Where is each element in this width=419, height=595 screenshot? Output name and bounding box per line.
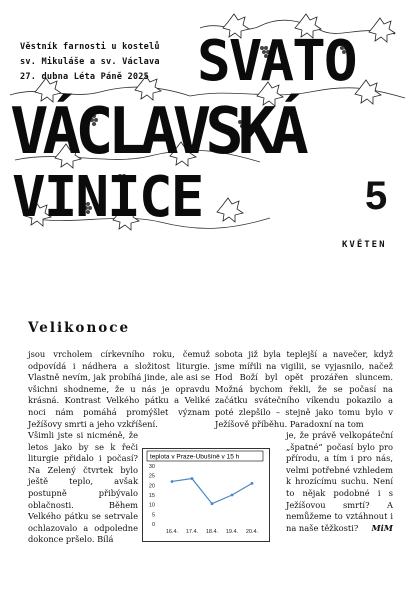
masthead-title-line-2: VÁCLAVSKÁ: [10, 95, 303, 169]
temperature-chart: [142, 448, 270, 542]
x-tick-label: 20.4.: [245, 529, 259, 535]
chart-frame: [143, 449, 270, 542]
article-paragraph: [286, 430, 393, 534]
issue-month: KVĚTEN: [342, 240, 387, 250]
y-tick-label: 30: [148, 464, 155, 470]
data-point: [231, 494, 234, 497]
y-tick-label: 15: [148, 493, 155, 499]
author-signature: MiM: [371, 522, 393, 533]
issue-number: 5: [365, 174, 388, 218]
masthead-title-line-3: VINICE: [12, 165, 203, 230]
masthead-line-churches: sv. Mikuláše a sv. Václava: [20, 57, 160, 67]
article-left-column-wrap: [28, 430, 138, 546]
x-tick-label: 19.4.: [225, 529, 239, 535]
data-point: [211, 502, 214, 505]
article-paragraph: Všimli jste si nicméně, že letos jako by se k řeči liturgie přidalo i počasí? Na Zelený čtvrtek bylo ještě teplo, avšak postupně přibývalo oblačnosti. Během Velkého pátku se setrvale ochlazovalo a odpoledne dokonce pršelo. Bílá: [28, 430, 138, 545]
masthead-title-line-1: SVATO: [197, 29, 356, 94]
masthead-line-date: 27. dubna Léta Páně 2025: [20, 72, 149, 82]
x-tick-label: 18.4.: [205, 529, 219, 535]
x-tick-label: 16.4.: [165, 529, 179, 535]
article-right-column-top: [215, 349, 393, 430]
y-tick-label: 20: [148, 483, 155, 490]
article-text: je, že právě velkopáteční „špatné“ počasí bylo pro přírodu, a tím i pro nás, velmi potřebné vzhledem k hrozícímu suchu. Není to nějak podobné i s Ježíšovou smrtí? A nemůžeme to vztáhnout i na naše těžkosti?: [286, 430, 393, 533]
y-tick-label: 0: [151, 522, 155, 528]
article-paragraph: sobota již byla teplejší a navečer, když jsme mířili na vigilii, se vyjasnilo, načež Hod Boží byl opět prozářen sluncem. Možná bychom řekli, že se počasí na začátku svátečního víkendu pokazilo a poté zlepšilo – stejně jako tomu bylo v Ježíšově příběhu. Paradoxní na tom: [215, 349, 393, 429]
y-tick-label: 25: [148, 473, 155, 480]
data-point: [251, 482, 254, 485]
masthead-info: [20, 40, 200, 85]
masthead-line-parish: Věstník farnosti u kostelů: [20, 42, 160, 52]
x-tick-label: 17.4.: [185, 529, 199, 535]
article-paragraph: jsou vrcholem církevního roku, čemuž odpovídá i nádhera a složitost liturgie. Vlastně nevím, jak probíhá jinde, ale asi se všichni shodneme, že u nás je opravdu krásná. Kontrast Velkého pátku a Veliké noci nám pomáhá promýšlet význam Ježíšovy smrti a jeho vzkříšení.: [28, 349, 210, 429]
article-right-column-wrap: [286, 430, 393, 534]
data-point: [191, 477, 194, 480]
chart-title: teplota v Praze-Ubušíně v 15 h: [150, 453, 240, 461]
y-tick-label: 5: [151, 512, 155, 519]
y-tick-label: 10: [148, 502, 155, 509]
article-title: Velikonoce: [28, 320, 131, 336]
data-point: [171, 480, 174, 483]
article-left-column-top: [28, 349, 210, 430]
